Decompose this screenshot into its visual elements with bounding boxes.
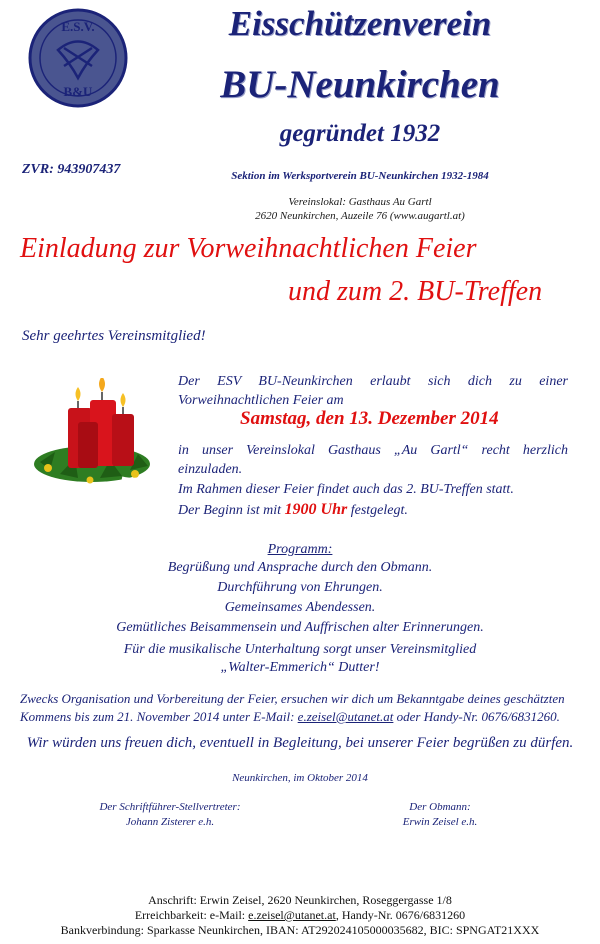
body-p2-line2: einzuladen. bbox=[178, 462, 243, 477]
programm-title: Programm: bbox=[267, 542, 333, 557]
footer-contact-pre: Erreichbarkeit: e-Mail: bbox=[134, 908, 246, 922]
body-p3: Im Rahmen dieser Feier findet auch das 2. BU-Treffen statt. bbox=[178, 482, 514, 497]
signature-left-name: Johann Zisterer e.h. bbox=[125, 816, 215, 828]
signature-left-role: Der Schriftführer-Stellvertreter: bbox=[99, 801, 241, 813]
logo-text-bottom: B&U bbox=[63, 84, 93, 99]
body-p2-line1: in unser Vereinslokal Gasthaus „Au Gartl“ recht herzlich bbox=[178, 443, 568, 458]
greeting: Sehr geehrtes Vereinsmitglied! bbox=[22, 328, 206, 344]
rsvp-note-pre: Kommens bis zum 21. November 2014 unter E-Mail: bbox=[20, 709, 295, 724]
closing-sentence: Wir würden uns freuen dich, eventuell in Begleitung, bei unserer Feier begrüßen zu dürfen. bbox=[26, 735, 574, 751]
founded-text: gegründet 1932 bbox=[279, 120, 441, 147]
invitation-heading-line1: Einladung zur Vorweihnachtlichen Feier bbox=[20, 233, 477, 264]
footer bbox=[0, 893, 600, 938]
sektion-text: Sektion im Werksportverein BU-Neunkirchen 1932-1984 bbox=[231, 170, 489, 182]
body-p1-line2: Vorweihnachtlichen Feier am bbox=[178, 393, 344, 408]
programm-item: Für die musikalische Unterhaltung sorgt unser Vereinsmitglied bbox=[123, 642, 477, 657]
lokal-line1: Vereinslokal: Gasthaus Au Gartl bbox=[288, 196, 432, 208]
signature-right-name: Erwin Zeisel e.h. bbox=[402, 816, 478, 828]
logo-text-top: E.S.V. bbox=[61, 19, 95, 34]
programm-item: Begrüßung und Ansprache durch den Obmann. bbox=[167, 560, 433, 575]
footer-contact-post: , Handy-Nr. 0676/6831260 bbox=[335, 908, 466, 922]
zvr-number: ZVR: 943907437 bbox=[22, 162, 121, 177]
signature-right bbox=[340, 800, 540, 830]
rsvp-note-line1: Zwecks Organisation und Vorbereitung der Feier, ersuchen wir dich um Bekanntgabe deines geschätzten bbox=[20, 691, 565, 706]
programm-item: Gemütliches Beisammensein und Auffrischen alter Erinnerungen. bbox=[116, 620, 484, 635]
rsvp-note-post: oder Handy-Nr. 0676/6831260. bbox=[396, 709, 560, 724]
invitation-heading-line2: und zum 2. BU-Treffen bbox=[288, 276, 543, 307]
signature-left bbox=[70, 800, 270, 830]
footer-address: Anschrift: Erwin Zeisel, 2620 Neunkirchen, Roseggergasse 1/8 bbox=[148, 893, 452, 907]
vereinslokal-info bbox=[120, 195, 600, 223]
footer-contact bbox=[0, 908, 600, 923]
footer-email-link[interactable]: e.zeisel@utanet.at bbox=[248, 908, 336, 922]
title-line2: BU-Neunkirchen bbox=[220, 63, 500, 106]
rsvp-email-link[interactable]: e.zeisel@utanet.at bbox=[297, 709, 394, 724]
body-p4-pre: Der Beginn ist mit bbox=[178, 503, 282, 518]
place-date: Neunkirchen, im Oktober 2014 bbox=[232, 772, 368, 784]
signature-right-role: Der Obmann: bbox=[409, 801, 471, 813]
programm-item: „Walter-Emmerich“ Dutter! bbox=[220, 660, 380, 675]
rsvp-note-line2 bbox=[20, 708, 580, 726]
footer-bank: Bankverbindung: Sparkasse Neunkirchen, IBAN: AT292024105000035682, BIC: SPNGAT21XXX bbox=[60, 923, 540, 937]
body-p4 bbox=[178, 500, 568, 520]
title-line1: Eisschützenverein bbox=[228, 4, 492, 43]
event-date: Samstag, den 13. Dezember 2014 bbox=[240, 408, 499, 429]
body-p4-post: festgelegt. bbox=[350, 503, 408, 518]
event-time: 1900 Uhr bbox=[284, 501, 348, 518]
lokal-line2: 2620 Neunkirchen, Auzeile 76 (www.augartl.at) bbox=[255, 210, 465, 222]
programm-item: Gemeinsames Abendessen. bbox=[224, 600, 376, 615]
programm-item: Durchführung von Ehrungen. bbox=[217, 580, 383, 595]
advent-candle-icon bbox=[30, 378, 155, 493]
club-logo bbox=[28, 8, 128, 108]
body-p1-line1: Der ESV BU-Neunkirchen erlaubt sich dich zu einer bbox=[178, 374, 568, 389]
